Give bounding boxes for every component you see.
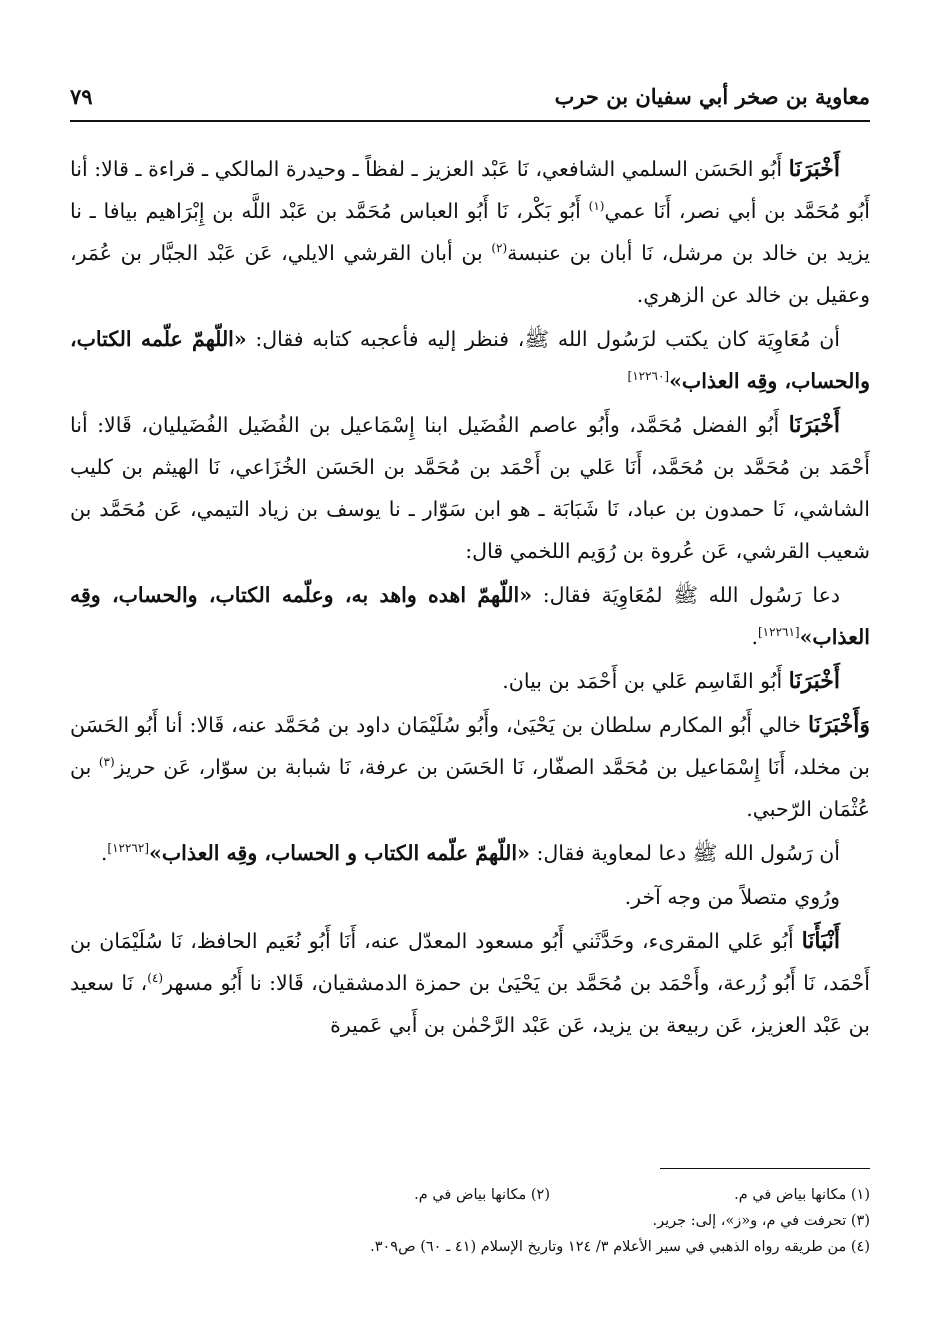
isnad-keyword: أَنْبَأَنَا bbox=[801, 928, 840, 954]
header-title: معاوية بن صخر أبي سفيان بن حرب bbox=[554, 84, 870, 109]
footnote-row bbox=[70, 1208, 870, 1234]
paragraph-7 bbox=[70, 832, 870, 874]
paragraph-tail: . bbox=[751, 625, 758, 649]
footnote-3: (٣) تحرفت في م، و«ز»، إلى: جرير. bbox=[652, 1213, 870, 1229]
hadith-number: [١٢٢٦١] bbox=[757, 625, 800, 640]
paragraph-text: بن أبان القرشي الايلي، عَن عَبْد الجبَّار بن عُمَر، وعقيل بن خالد عن الزهري. bbox=[70, 241, 870, 307]
paragraph-text: أَبُو القَاسِم عَلي بن أَحْمَد بن بيان. bbox=[502, 669, 789, 693]
paragraph-text: بن عُثْمَان الرّحبي. bbox=[70, 755, 870, 821]
paragraph-2 bbox=[70, 318, 870, 402]
paragraph-text: أَبُو الحَسَن السلمي الشافعي، نَا عَبْد العزيز ـ لفظاً ـ وحيدرة المالكي ـ قراءة ـ قالا: أنا أَبُو مُحَمَّد بن أبي نصر، أَنَا عمي bbox=[70, 157, 870, 223]
paragraph-text: خالي أَبُو المكارم سلطان بن يَحْيَىٰ، وأَبُو سُلَيْمَان داود بن مُحَمَّد عنه، قَالا: أنا أَبُو الحَسَن بن مخلد، أَنَا إِسْمَاعيل بن مُحَمَّد الصفّار، نَا الحَسَن بن عرفة، نَا شبابة بن سوّار، عَن حريز bbox=[70, 713, 870, 779]
hadith-number: [١٢٢٦٢] bbox=[107, 841, 150, 856]
footnote-ref-1: (١) bbox=[588, 199, 605, 214]
isnad-keyword: أَخْبَرَنَا bbox=[788, 156, 840, 182]
hadith-number: [١٢٢٦٠] bbox=[627, 369, 670, 384]
paragraph-6 bbox=[70, 704, 870, 830]
footnote-4: (٤) من طريقه رواه الذهبي في سير الأعلام ٣/ ١٢٤ وتاريخ الإسلام (٤١ ـ ٦٠) ص٣٠٩. bbox=[370, 1239, 870, 1255]
footnote-2: (٢) مكانها بياض في م. bbox=[414, 1187, 550, 1203]
footnote-row bbox=[70, 1182, 870, 1208]
footnote-ref-3: (٣) bbox=[98, 755, 115, 770]
isnad-keyword: وَأَخْبَرَنَا bbox=[808, 712, 870, 738]
paragraph-8 bbox=[70, 876, 870, 918]
footnote-ref-4: (٤) bbox=[147, 971, 164, 986]
paragraph-9 bbox=[70, 920, 870, 1046]
paragraph-text: أَبُو الفضل مُحَمَّد، وأَبُو عاصم الفُضَيل ابنا إِسْمَاعيل بن الفُضَيل الفُضَيليان، قَالا: أنا أَحْمَد بن مُحَمَّد بن مُحَمَّد، أَنَا عَلي بن أَحْمَد بن مُحَمَّد بن الحَسَن الخُزَاعي، نَا الهيثم بن كليب الشاشي، نَا حمدون بن عباد، نَا شَبَابَة ـ هو ابن سَوّار ـ نا يوسف بن زياد التيمي، عَن مُحَمَّد بن شعيب القرشي، عَن عُروة بن رُوَيم اللخمي قال: bbox=[70, 413, 870, 563]
paragraph-text: ورُوي متصلاً من وجه آخر. bbox=[624, 885, 840, 909]
page-number: ٧٩ bbox=[70, 84, 93, 109]
paragraph-tail: . bbox=[100, 841, 108, 865]
footnote-row bbox=[70, 1234, 870, 1260]
isnad-keyword: أَخْبَرَنَا bbox=[788, 668, 840, 694]
paragraph-1 bbox=[70, 148, 870, 316]
hadith-quote: «اللّهمّ علّمه الكتاب، والحساب، وقِه العذاب» bbox=[70, 327, 870, 393]
paragraph-text: ، نَا سعيد بن عَبْد العزيز، عَن ربيعة بن يزيد، عَن عَبْد الرَّحْمٰن بن أَبي عَميرة bbox=[70, 971, 870, 1037]
paragraph-text: دعا رَسُول الله ﷺ لمُعَاوِيَة فقال: bbox=[532, 583, 840, 607]
paragraph-text: أن مُعَاوِيَة كان يكتب لرَسُول الله ﷺ، فنظر إليه فأعجبه كتابه فقال: bbox=[246, 327, 840, 351]
footnote-ref-2: (٢) bbox=[491, 241, 508, 256]
footnote-divider bbox=[660, 1168, 870, 1169]
paragraph-text: أَبُو عَلي المقرىء، وحَدَّثَني أَبُو مسعود المعدّل عنه، أَنَا أَبُو نُعَيم الحافظ، نَا سُلَيْمَان بن أَحْمَد، نَا أَبُو زُرعة، وأَحْمَد بن مُحَمَّد بن يَحْيَىٰ بن حمزة الدمشقيان، قَالا: نا أَبُو مسهر bbox=[70, 929, 870, 995]
running-header bbox=[70, 78, 870, 122]
hadith-quote: «اللّهمّ علّمه الكتاب و الحساب، وقِه العذاب» bbox=[149, 841, 530, 865]
paragraph-3 bbox=[70, 404, 870, 572]
main-text bbox=[70, 148, 870, 1046]
isnad-keyword: أَخْبَرَنَا bbox=[788, 412, 840, 438]
paragraph-text: أن رَسُول الله ﷺ دعا لمعاوية فقال: bbox=[529, 841, 840, 865]
footnote-list bbox=[70, 1182, 870, 1260]
footnote-1: (١) مكانها بياض في م. bbox=[734, 1187, 870, 1203]
paragraph-5 bbox=[70, 660, 870, 702]
paragraph-text: أَبُو بَكْر، نَا أَبُو العباس مُحَمَّد بن عَبْد اللَّه بن إِبْرَاهيم بيافا ـ نا يزيد بن خالد بن مرشل، نَا أبان بن عنبسة bbox=[70, 199, 870, 265]
hadith-quote: «اللّهمّ اهده واهد به، وعلّمه الكتاب، والحساب، وقِه العذاب» bbox=[70, 583, 870, 649]
paragraph-4 bbox=[70, 574, 870, 658]
